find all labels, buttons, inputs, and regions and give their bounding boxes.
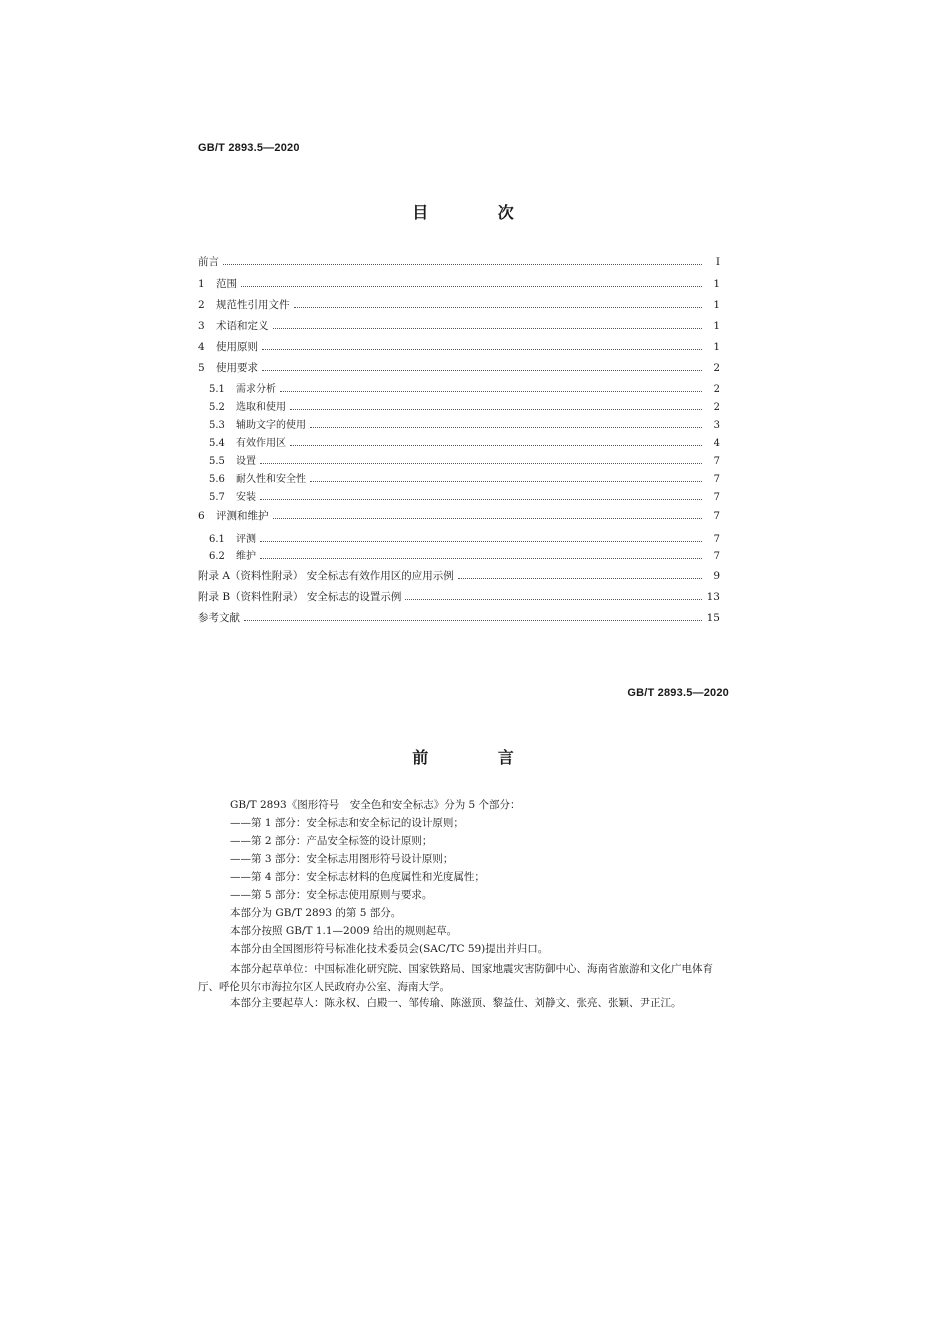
toc-leader [458,578,702,579]
toc-entry-label: 有效作用区 [236,438,286,449]
toc-subentry[interactable] [209,398,720,412]
toc-entry[interactable] [198,318,720,332]
toc-entry-page: 2 [713,402,720,413]
toc-entry-annex-b[interactable] [198,589,720,603]
toc-entry-number: 2 [198,299,205,311]
toc-title: 目 次 [412,203,546,222]
toc-leader [244,620,702,621]
toc-entry-label: 维护 [236,551,256,562]
toc-entry-label: 附录 A（资料性附录） 安全标志有效作用区的应用示例 [198,570,454,582]
toc-entry-number: 6 [198,510,205,522]
toc-entry-page: 4 [713,438,720,449]
toc-leader [223,264,702,265]
standard-code-header: GB/T 2893.5—2020 [198,142,300,154]
toc-entry-label: 附录 B（资料性附录） 安全标志的设置示例 [198,591,402,603]
foreword-list-item: ——第 3 部分：安全标志用图形符号设计原则； [230,853,454,865]
toc-entry-page: 3 [713,420,720,431]
toc-entry-label: 使用原则 [216,341,258,353]
toc-entry-label: 使用要求 [216,362,258,374]
foreword-paragraph: GB/T 2893《图形符号 安全色和安全标志》分为 5 个部分： [230,799,521,811]
toc-leader [260,541,702,542]
toc-entry-number: 5.6 [209,474,225,485]
toc-leader [290,445,702,446]
foreword-paragraph: 本部分由全国图形符号标准化技术委员会(SAC/TC 59)提出并归口。 [230,943,549,955]
toc-entry-label: 辅助文字的使用 [236,420,306,431]
toc-subentry[interactable] [209,530,720,544]
toc-entry-label: 评测 [236,534,256,545]
toc-entry-label: 参考文献 [198,612,240,624]
toc-entry-label: 耐久性和安全性 [236,474,306,485]
toc-entry-label: 安装 [236,492,256,503]
toc-subentry[interactable] [209,434,720,448]
toc-entry-number: 5.1 [209,384,225,395]
toc-entry-bibliography[interactable] [198,610,720,624]
toc-entry-page: 9 [713,570,720,582]
toc-entry-page: 7 [713,492,720,503]
toc-entry-number: 5.3 [209,420,225,431]
toc-entry-label: 选取和使用 [236,402,286,413]
toc-leader [260,499,702,500]
toc-entry-label: 术语和定义 [216,320,269,332]
toc-entry[interactable] [198,254,720,268]
toc-subentry[interactable] [209,488,720,502]
toc-entry-number: 5.4 [209,438,225,449]
toc-entry-annex-a[interactable] [198,568,720,582]
foreword-drafting-units: 本部分起草单位：中国标准化研究院、国家铁路局、国家地震灾害防御中心、海南省旅游和文化广电体育厅、呼伦贝尔市海拉尔区人民政府办公室、海南大学。 [198,963,713,993]
toc-entry-page: 7 [713,534,720,545]
toc-leader [262,370,702,371]
toc-leader [241,286,702,287]
toc-entry-page: 1 [713,278,720,290]
toc-leader [260,558,702,559]
foreword-list-item: ——第 1 部分：安全标志和安全标记的设计原则； [230,817,464,829]
foreword-list-item: ——第 2 部分：产品安全标签的设计原则； [230,835,433,847]
foreword-drafters: 本部分主要起草人：陈永权、白殿一、邹传瑜、陈滋顶、黎益仕、刘静文、张亮、张颖、尹正江。 [230,997,682,1009]
toc-entry-number: 5.5 [209,456,225,467]
toc-entry-page: 2 [713,362,720,374]
toc-entry-page: 2 [713,384,720,395]
toc-leader [262,349,702,350]
toc-leader [280,391,702,392]
toc-subentry[interactable] [209,416,720,430]
toc-entry-page: 15 [706,612,720,624]
toc-entry-page: 7 [713,474,720,485]
toc-entry-number: 5.2 [209,402,225,413]
toc-entry[interactable] [198,508,720,522]
toc-entry-page: 1 [713,320,720,332]
toc-subentry[interactable] [209,470,720,484]
foreword-list-item: ——第 5 部分：安全标志使用原则与要求。 [230,889,433,901]
toc-entry-number: 3 [198,320,205,332]
toc-entry[interactable] [198,276,720,290]
toc-entry[interactable] [198,360,720,374]
toc-entry-label: 设置 [236,456,256,467]
toc-entry-label: 规范性引用文件 [216,299,290,311]
toc-subentry[interactable] [209,547,720,561]
toc-entry-number: 6.1 [209,534,225,545]
toc-entry-number: 5.7 [209,492,225,503]
toc-entry-label: 前言 [198,256,219,268]
toc-entry-number: 1 [198,278,205,290]
toc-entry-page: 7 [713,551,720,562]
toc-leader [273,328,703,329]
toc-entry[interactable] [198,339,720,353]
toc-leader [290,409,702,410]
toc-entry-label: 范围 [216,278,237,290]
toc-subentry[interactable] [209,380,720,394]
foreword-title: 前 言 [412,748,546,767]
foreword-paragraph: 本部分为 GB/T 2893 的第 5 部分。 [230,907,402,919]
toc-leader [310,427,702,428]
toc-leader [273,518,703,519]
toc-entry-number: 5 [198,362,205,374]
toc-entry-page: 7 [713,510,720,522]
toc-leader [260,463,702,464]
toc-entry-page: Ⅰ [715,256,720,268]
toc-leader [310,481,702,482]
toc-leader [405,599,702,600]
foreword-list-item: ——第 4 部分：安全标志材料的色度属性和光度属性； [230,871,485,883]
toc-subentry[interactable] [209,452,720,466]
toc-entry-label: 需求分析 [236,384,276,395]
toc-entry-number: 4 [198,341,205,353]
toc-entry[interactable] [198,297,720,311]
toc-entry-page: 13 [706,591,720,603]
toc-leader [294,307,703,308]
toc-entry-label: 评测和维护 [216,510,269,522]
toc-entry-page: 1 [713,299,720,311]
toc-entry-page: 1 [713,341,720,353]
toc-entry-number: 6.2 [209,551,225,562]
toc-entry-page: 7 [713,456,720,467]
foreword-paragraph: 本部分按照 GB/T 1.1—2009 给出的规则起草。 [230,925,458,937]
standard-code-foreword-page: GB/T 2893.5—2020 [627,687,729,699]
